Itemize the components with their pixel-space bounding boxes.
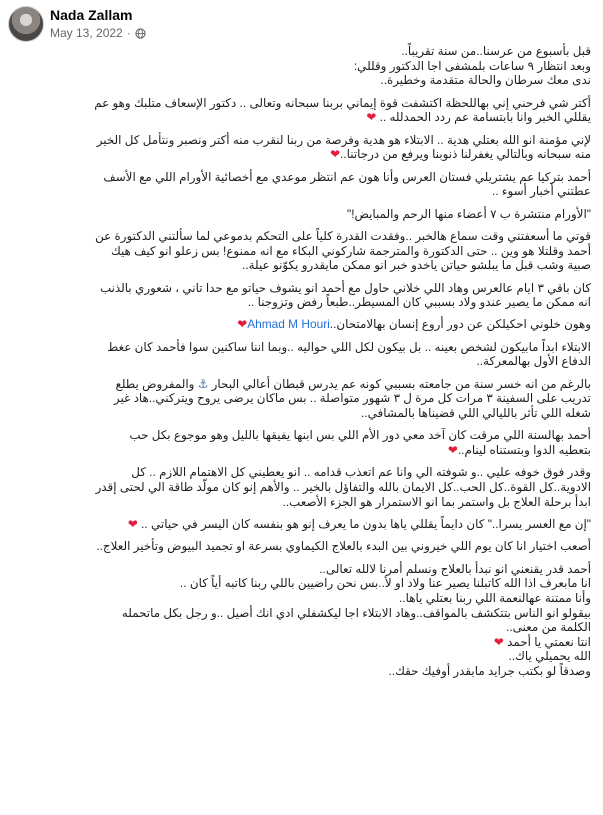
paragraph-10 bbox=[12, 377, 591, 421]
heart-icon: ❤ bbox=[330, 147, 341, 162]
post-body bbox=[12, 44, 591, 686]
text-line: الادوية..كل القوة..كل الحب..كل الايمان بالله والتفاؤل بالخير .. والأهم إنو كان مولّد طاقة الي لحتى إقدر bbox=[95, 480, 591, 495]
text-line: وبعد انتظار ٩ ساعات بلمشفى اجا الدكتور وقللي: bbox=[353, 58, 591, 73]
text-line: ندى معك سرطان والحالة متقدمة وخطيرة.. bbox=[380, 73, 591, 88]
paragraph-4 bbox=[12, 170, 591, 199]
heart-icon: ❤ bbox=[127, 517, 138, 531]
text-segment: والمفروض يطلع bbox=[115, 376, 198, 391]
text-line: بيقولو انو الناس بتتكشف بالمواقف..وهاد الابتلاء اجا ليكشفلي ادي انك أصيل ..و رجل بكل ماتحمله bbox=[121, 605, 591, 620]
text-line bbox=[12, 110, 591, 125]
text-line: شغله اللي تأثر بالليالي اللي قضيناها بالمشافي.. bbox=[361, 406, 591, 421]
text-line: انا مابعرف اذا الله كاتبلنا يصير عنا ولاد او لأ..بس نحن راضيين باللي ربنا كاتبه أياً كان .. bbox=[179, 576, 591, 591]
text-line: أحمد بتركيا عم يشتريلي فستان العرس وأنا هون عم انتظر موعدي مع أخصائية الأورام اللي مع الأسف bbox=[103, 169, 591, 184]
text-segment: بالرغم من انه خسر سنة من جامعته بسببي كونه عم يدرس قبطان أعالي البحار bbox=[208, 376, 591, 391]
text-line: وصدقاً لو بكتب جرايد مابقدر أوفيك حقك.. bbox=[388, 663, 591, 678]
text-segment: منه سبحانه وبالتالي يغفرلنا ذنوبنا ويرفع من درجاتنا.. bbox=[340, 147, 591, 162]
text-segment: "إن مع العسر يسرا.." كان دايماً يقللي ياها بدون ما يعرف إنو هو بنفسه كان اليسر في حياتي .. bbox=[137, 517, 591, 531]
heart-icon: ❤ bbox=[447, 443, 458, 458]
meta-separator: · bbox=[126, 26, 131, 40]
paragraph-13 bbox=[12, 517, 591, 532]
globe-icon[interactable] bbox=[135, 28, 146, 39]
text-line: كان باقي ٣ ايام عالعرس وهاد اللي خلاني حاول مع أحمد انو يشوف حياتو مع حدا تاني ، شعوري بالذنب bbox=[99, 280, 591, 295]
text-line bbox=[12, 635, 591, 650]
text-line: الكلمة من معنى.. bbox=[506, 620, 591, 635]
text-line: الابتلاء ابداً مابيكون لشخص بعينه .. بل بيكون لكل اللي حواليه ..وبما اننا ساكنين سوا فأحمد كان عغط bbox=[107, 339, 591, 354]
heart-icon: ❤ bbox=[237, 317, 248, 332]
text-line bbox=[12, 317, 591, 332]
text-line: "الأورام منتشرة ب ٧ أعضاء منها الرحم والمبايض!" bbox=[346, 206, 591, 221]
text-line bbox=[12, 147, 591, 162]
text-line: لإني مؤمنة انو الله بعتلي هدية .. الابتلاء هو هدية وفرصة من ربنا لنقرب منه أكتر ونصبر ونتأمل كل الخير bbox=[96, 132, 591, 147]
text-line bbox=[12, 517, 591, 532]
text-segment: وهون خلوني احكيلكن عن دور أروع إنسان بهالامتحان.. bbox=[329, 317, 591, 332]
text-line: ابدأ برحلة العلاج بل واستمر بما انو الاستمرار هو الجزء الأصعب.. bbox=[282, 494, 591, 509]
paragraph-8 bbox=[12, 317, 591, 332]
post-meta bbox=[50, 26, 146, 40]
mention-link[interactable]: Ahmad M Houri bbox=[247, 317, 330, 332]
text-segment: انتا نعمتي يا أحمد bbox=[503, 634, 591, 649]
text-line bbox=[12, 443, 591, 458]
author-name[interactable]: Nada Zallam bbox=[50, 7, 133, 23]
paragraph-12 bbox=[12, 465, 591, 509]
paragraph-14 bbox=[12, 539, 591, 554]
text-line: الدفاع الأول بهالمعركة.. bbox=[476, 354, 591, 369]
text-line: وأنا ممتنة عهالنعمة اللي ربنا بعتلي ياها.. bbox=[399, 590, 591, 605]
text-line: صبية وشب قبل ما يبلشو حياتن ياخدو خبر انو ممكن مايقدرو يكوّنو عيلة.. bbox=[242, 258, 591, 273]
post-header bbox=[8, 6, 595, 42]
text-line: تدريب على السفينة ٣ مرات كل مرة ل ٣ شهور متواصلة .. بس ماكان يرضى يروح ويتركني..هاد غير bbox=[113, 391, 591, 406]
text-line bbox=[12, 377, 591, 392]
text-line: الله يحميلي ياك.. bbox=[508, 649, 591, 664]
text-line: قبل بأسبوع من عرسنا..من سنة تقريباً.. bbox=[401, 44, 591, 58]
heart-icon: ❤ bbox=[366, 110, 377, 125]
text-line: انه ممكن ما يصير عندو ولاد بسببي كان المسيطر..طبعاً رفض وتزوجنا .. bbox=[247, 295, 591, 310]
paragraph-1 bbox=[12, 44, 591, 88]
text-segment: بتعطيه الدوا وبتستناه لينام.. bbox=[457, 443, 591, 458]
paragraph-11 bbox=[12, 428, 591, 457]
text-line: وقدر فوق خوفه عليي ..و شوفته الي وانا عم اتعذب قدامه .. انو يعطيني كل الاهتمام اللازم .. كل bbox=[131, 465, 591, 480]
text-line: أحمد قدر يقنعني انو نبدأ بالعلاج ونسلم أمرنا لالله تعالى.. bbox=[319, 561, 591, 576]
paragraph-2 bbox=[12, 96, 591, 125]
text-line: أصعب اختيار انا كان يوم اللي خيروني بين البدء بالعلاج الكيماوي بسرعة او تجميد البيوض وتأخير العلاج.. bbox=[96, 539, 591, 554]
text-line: عطتني أخبار أسوء .. bbox=[491, 184, 591, 199]
text-line: أكتر شي فرحني إني بهاللحظة اكتشفت قوة إيماني بربنا سبحانه وتعالى .. دكتور الإسعاف متلبك وهو عم bbox=[94, 95, 591, 110]
text-line: قوتي ما أسعفتني وقت سماع هالخبر ..وفقدت القدرة كلياً على التحكم بدموعي لما سألتني الدكتورة عن bbox=[95, 228, 591, 243]
text-line: أحمد وقلتلا هو وين .. حتى الدكتورة والمترجمة شاركوني البكاء مع انه ممنوع! بس زعلو انو كيف هيك bbox=[110, 243, 591, 258]
paragraph-3 bbox=[12, 133, 591, 162]
paragraph-9 bbox=[12, 340, 591, 369]
text-line: أحمد بهالسنة اللي مرقت كان آخد معي دور الأم اللي بس ابنها يفيقها بالليل وهو موجوع بكل حب bbox=[129, 428, 591, 443]
paragraph-5 bbox=[12, 207, 591, 222]
paragraph-7 bbox=[12, 281, 591, 310]
post-date[interactable]: May 13, 2022 bbox=[50, 26, 123, 40]
heart-icon: ❤ bbox=[493, 634, 504, 649]
anchor-icon: ⚓ bbox=[197, 376, 209, 391]
paragraph-6 bbox=[12, 229, 591, 273]
paragraph-15 bbox=[12, 562, 591, 679]
text-segment: يقللي الخبر وانا بابتسامة عم ردد الحمدلله .. bbox=[376, 110, 591, 125]
avatar[interactable] bbox=[8, 6, 44, 42]
